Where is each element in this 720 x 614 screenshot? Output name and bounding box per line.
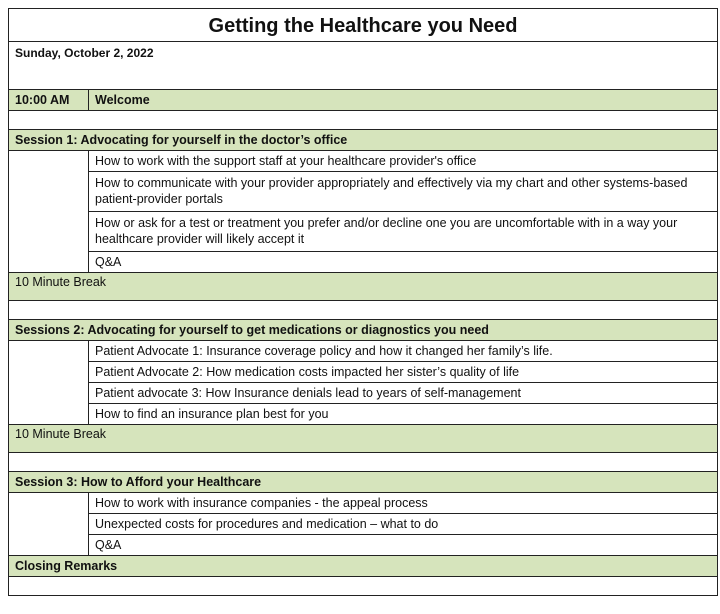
session1-item-row (9, 151, 718, 172)
session2-item: Patient Advocate 2: How medication costs impacted her sister’s quality of life (89, 362, 718, 383)
session3-heading: Session 3: How to Afford your Healthcare (9, 472, 718, 493)
page-title: Getting the Healthcare you Need (9, 9, 718, 42)
session1-item: How to communicate with your provider appropriately and effectively via my chart and other systems-based patient-provider portals (89, 172, 718, 212)
session2-heading-row (9, 320, 718, 341)
event-date: Sunday, October 2, 2022 (9, 42, 718, 90)
date-row (9, 42, 718, 90)
spacer-row (9, 111, 718, 130)
indent-cell (9, 493, 89, 556)
session3-heading-row (9, 472, 718, 493)
session3-item: Unexpected costs for procedures and medication – what to do (89, 514, 718, 535)
session3-item-row (9, 493, 718, 514)
session2-item-row (9, 404, 718, 425)
welcome-row (9, 90, 718, 111)
session1-heading: Session 1: Advocating for yourself in the doctor’s office (9, 130, 718, 151)
welcome-time: 10:00 AM (9, 90, 89, 111)
session3-item-row (9, 514, 718, 535)
session1-item-row (9, 172, 718, 212)
session1-item-row (9, 212, 718, 252)
spacer-row (9, 577, 718, 596)
spacer-row (9, 453, 718, 472)
session2-heading: Sessions 2: Advocating for yourself to get medications or diagnostics you need (9, 320, 718, 341)
session2-item-row (9, 383, 718, 404)
session2-item-row (9, 362, 718, 383)
break1-row (9, 273, 718, 301)
spacer-cell (9, 111, 718, 130)
closing-row (9, 556, 718, 577)
break2-label: 10 Minute Break (9, 425, 718, 453)
title-row (9, 9, 718, 42)
spacer-cell (9, 453, 718, 472)
indent-cell (9, 341, 89, 425)
session1-item: How or ask for a test or treatment you prefer and/or decline one you are uncomfortable with in a way your healthcare provider will likely accept it (89, 212, 718, 252)
session3-item: Q&A (89, 535, 718, 556)
session1-heading-row (9, 130, 718, 151)
welcome-label: Welcome (89, 90, 718, 111)
session3-item: How to work with insurance companies - the appeal process (89, 493, 718, 514)
break2-row (9, 425, 718, 453)
session1-item-row (9, 252, 718, 273)
agenda-table (8, 8, 718, 596)
spacer-row (9, 301, 718, 320)
spacer-cell (9, 301, 718, 320)
indent-cell (9, 151, 89, 273)
session2-item: How to find an insurance plan best for you (89, 404, 718, 425)
session2-item: Patient advocate 3: How Insurance denials lead to years of self-management (89, 383, 718, 404)
spacer-cell (9, 577, 718, 596)
closing-remarks: Closing Remarks (9, 556, 718, 577)
session3-item-row (9, 535, 718, 556)
session2-item-row (9, 341, 718, 362)
session2-item: Patient Advocate 1: Insurance coverage policy and how it changed her family’s life. (89, 341, 718, 362)
session1-item: Q&A (89, 252, 718, 273)
session1-item: How to work with the support staff at your healthcare provider's office (89, 151, 718, 172)
break1-label: 10 Minute Break (9, 273, 718, 301)
